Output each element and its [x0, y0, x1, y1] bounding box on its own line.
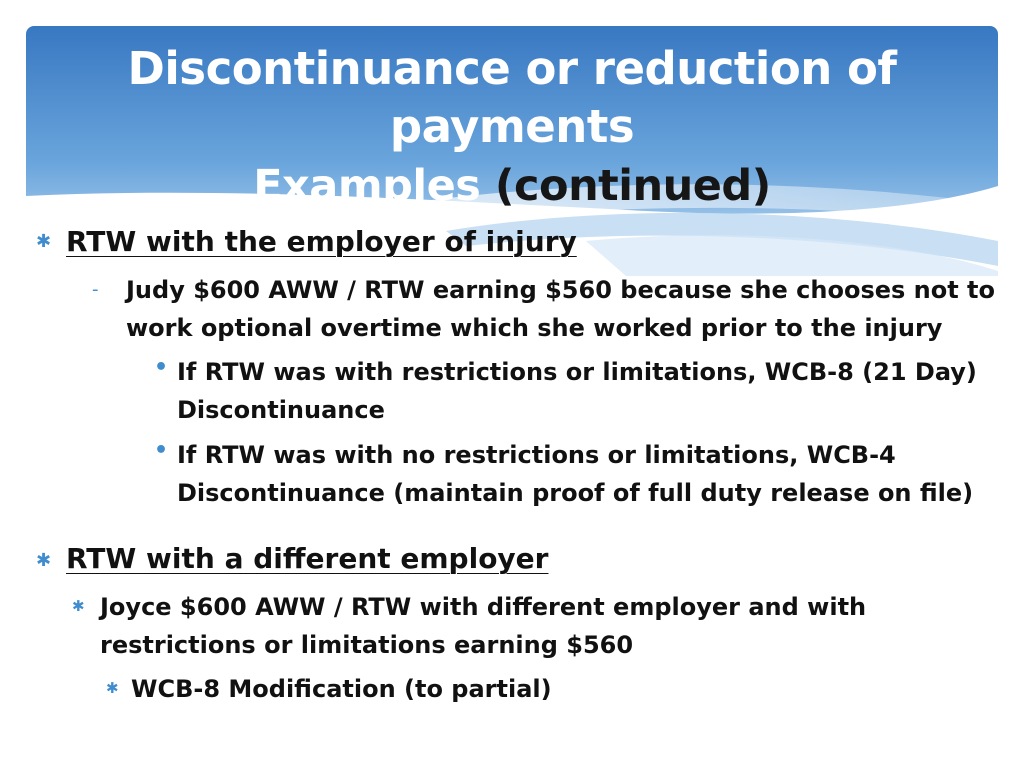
example-text: Joyce $600 AWW / RTW with different employer and with restrictions or limitations earning $560: [100, 593, 867, 659]
dot-bullet-icon: •: [154, 438, 169, 463]
example-text: Judy $600 AWW / RTW earning $560 because she chooses not to work optional overtime which she worked prior to the injury: [126, 276, 996, 342]
dash-bullet-icon: -: [92, 279, 99, 300]
title-line-1: Discontinuance or reduction of payments: [127, 42, 897, 153]
title-examples: Examples: [253, 161, 481, 211]
asterisk-bullet-icon: ✱: [106, 679, 119, 697]
asterisk-bullet-icon: ✱: [36, 231, 52, 252]
sub-item: WCB-8 Modification (to partial): [131, 675, 552, 703]
sub-item: If RTW was with no restrictions or limitations, WCB-4 Discontinuance (maintain proof of full duty release on file): [177, 441, 974, 507]
title-continued: (continued): [494, 161, 771, 211]
asterisk-bullet-icon: ✱: [36, 550, 52, 571]
section-heading: RTW with the employer of injury: [66, 225, 577, 258]
section-heading: RTW with a different employer: [66, 542, 549, 575]
sub-item: If RTW was with restrictions or limitations, WCB-8 (21 Day) Discontinuance: [177, 358, 977, 424]
asterisk-bullet-icon: ✱: [72, 597, 85, 615]
dot-bullet-icon: •: [154, 355, 169, 380]
